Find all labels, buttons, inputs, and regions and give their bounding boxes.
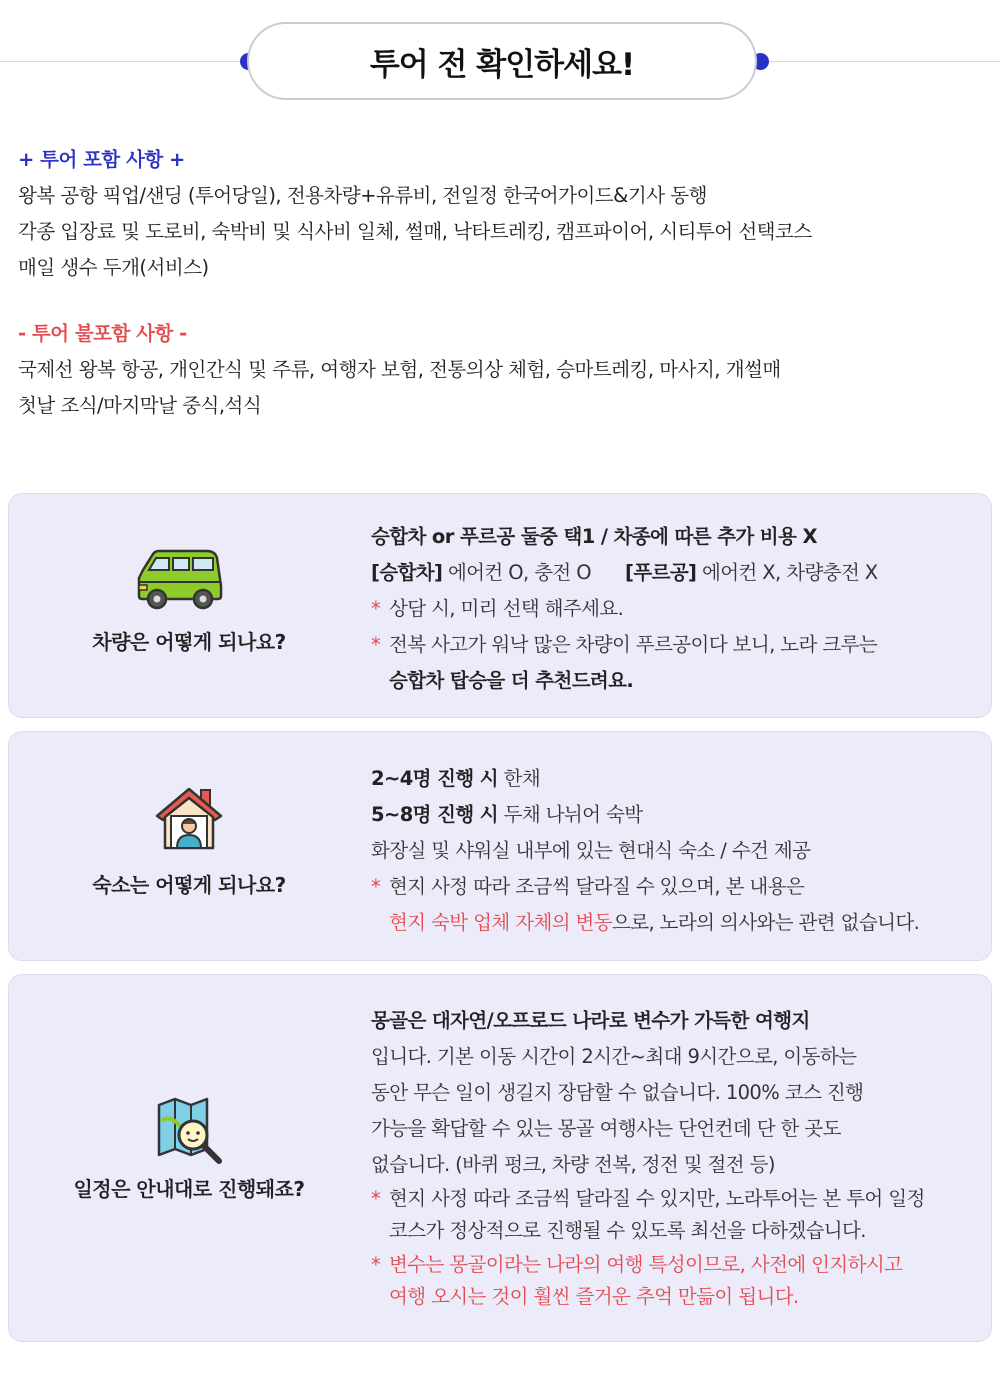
schedule-card — [8, 974, 992, 1342]
map-search-icon — [155, 1097, 225, 1167]
van-option-text: 에어컨 O, 충전 O — [442, 561, 592, 584]
vehicle-card — [8, 493, 992, 718]
house-person-icon — [155, 786, 223, 852]
schedule-body-line: 입니다. 기본 이동 시간이 2시간~최대 9시간으로, 이동하는 — [371, 1045, 857, 1068]
schedule-note: * 현지 사정 따라 조금씩 달라질 수 있지만, 노라투어는 본 투어 일정 코스가 정상적으로 진행될 수 있도록 최선을 다하겠습니다. — [371, 1183, 981, 1247]
page-title: 투어 전 확인하세요! — [247, 22, 757, 100]
purgon-option-label: [푸르공] — [625, 561, 697, 584]
van-option-label: [승합차] — [371, 561, 443, 584]
schedule-warning-note: * 변수는 몽골이라는 나라의 여행 특성이므로, 사전에 인지하시고 여행 오시는 것이 훨씬 즐거운 추억 만듦이 됩니다. — [371, 1249, 981, 1313]
excluded-heading: - 투어 불포함 사항 - — [18, 322, 187, 345]
asterisk-mark: * — [371, 1187, 381, 1210]
schedule-body-line: 없습니다. (바퀴 펑크, 차량 전복, 정전 및 절전 등) — [371, 1153, 775, 1176]
large-group-label: 5~8명 진행 시 — [371, 803, 499, 826]
lodging-variance-highlight: 현지 숙박 업체 자체의 변동 — [389, 911, 613, 934]
vehicle-recommendation: 승합차 탑승을 더 추천드려요. — [389, 669, 634, 692]
excluded-section — [18, 316, 983, 424]
schedule-body-line: 동안 무슨 일이 생길지 장담할 수 없습니다. 100% 코스 진행 — [371, 1081, 864, 1104]
van-icon — [137, 548, 223, 610]
vehicle-options-line — [371, 555, 981, 591]
vehicle-choice-line: 승합차 or 푸르공 둘중 택1 / 차종에 따른 추가 비용 X — [371, 525, 817, 548]
vehicle-note: * 전복 사고가 워낙 많은 차량이 푸르공이다 보니, 노라 크루는 승합차 탑승을 더 추천드려요. — [371, 627, 981, 699]
excluded-line: 국제선 왕복 항공, 개인간식 및 주류, 여행자 보험, 전통의상 체험, 승마트레킹, 마사지, 개썰매 — [18, 358, 781, 381]
included-line: 각종 입장료 및 도로비, 숙박비 및 식사비 일체, 썰매, 낙타트레킹, 캠프파이어, 시티투어 선택코스 — [18, 220, 812, 243]
schedule-card-details — [371, 1003, 981, 1313]
included-heading: + 투어 포함 사항 + — [18, 148, 185, 171]
schedule-body-line: 가능을 확답할 수 있는 몽골 여행사는 단언컨데 단 한 곳도 — [371, 1117, 841, 1140]
lodging-card-title: 숙소는 어떻게 되나요? — [92, 873, 286, 897]
asterisk-mark: * — [371, 597, 381, 620]
lodging-card — [8, 731, 992, 961]
included-section — [18, 142, 983, 286]
included-line: 왕복 공항 픽업/샌딩 (투어당일), 전용차량+유류비, 전일정 한국어가이드&기사 동행 — [18, 184, 707, 207]
lodging-note: * 현지 사정 따라 조금씩 달라질 수 있으며, 본 내용은 현지 숙박 업체 자체의 변동으로, 노라의 의사와는 관련 없습니다. — [371, 869, 981, 941]
vehicle-note: * 상담 시, 미리 선택 해주세요. — [371, 591, 981, 627]
asterisk-mark: * — [371, 1253, 381, 1276]
asterisk-mark: * — [371, 875, 381, 898]
lodging-card-details: 2~4명 진행 시 한채 5~8명 진행 시 두채 나뉘어 숙박 화장실 및 샤워실 내부에 있는 현대식 숙소 / 수건 제공 * 현지 사정 따라 조금씩 달라질 수 있으며, 본 내용은 현지 숙박 업체 자체의 변동으로, 노라의 의사와는 관련 없습니다. — [371, 761, 981, 941]
schedule-headline: 몽골은 대자연/오프로드 나라로 변수가 가득한 여행지 — [371, 1009, 810, 1032]
vehicle-card-details — [371, 519, 981, 699]
excluded-line: 첫날 조식/마지막날 중식,석식 — [18, 394, 262, 417]
vehicle-card-title: 차량은 어떻게 되나요? — [92, 630, 286, 654]
purgon-option-text: 에어컨 X, 차량충전 X — [696, 561, 878, 584]
lodging-facilities: 화장실 및 샤워실 내부에 있는 현대식 숙소 / 수건 제공 — [371, 839, 811, 862]
included-line: 매일 생수 두개(서비스) — [18, 256, 209, 279]
small-group-label: 2~4명 진행 시 — [371, 767, 499, 790]
schedule-card-title: 일정은 안내대로 진행돼죠? — [73, 1177, 305, 1201]
asterisk-mark: * — [371, 633, 381, 656]
